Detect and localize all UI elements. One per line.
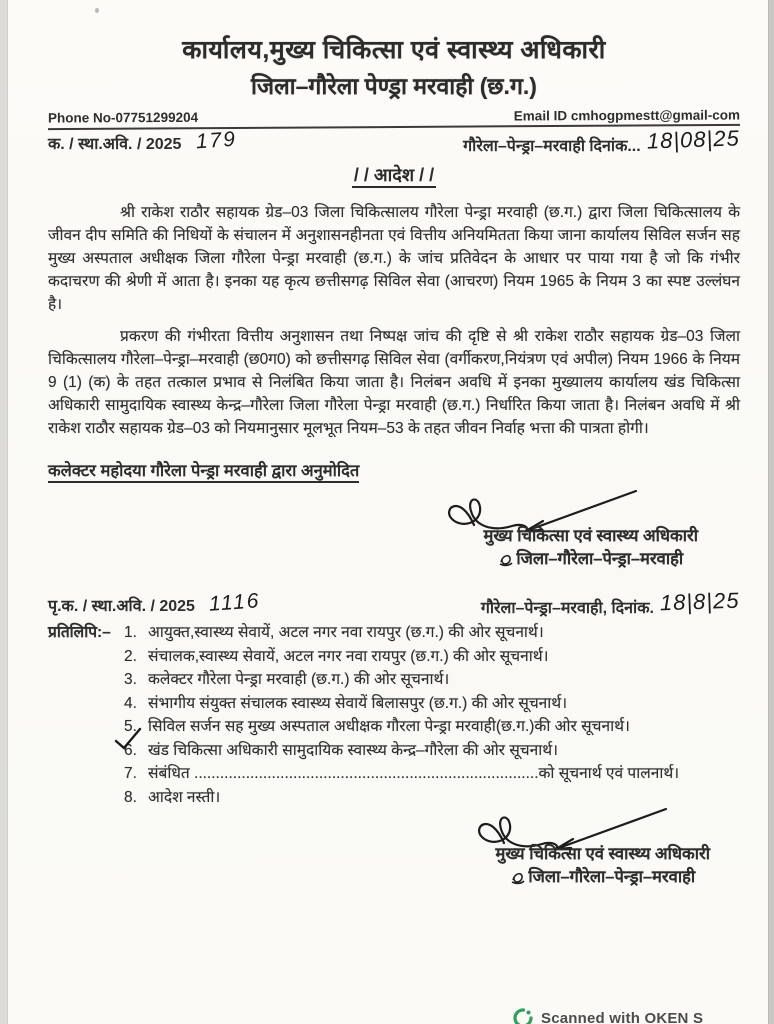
copies-list xyxy=(48,621,740,809)
signatory-block-text xyxy=(484,525,698,571)
approval-note: कलेक्टर महोदया गौरेला पेन्ड्रा मरवाही द्वारा अनुमोदित xyxy=(48,458,740,481)
signatory-title: मुख्य चिकित्सा एवं स्वास्थ्य अधिकारी xyxy=(495,845,710,863)
document-content xyxy=(48,0,740,905)
endorsement-ref-cell xyxy=(48,589,262,617)
item-text: खंड चिकित्सा अधिकारी सामुदायिक स्वास्थ्य केन्द्र–गौरेला की ओर सूचनार्थ। xyxy=(148,741,559,759)
endorsement-ref-label: पृ.क. / स्था.अवि. / 2025 xyxy=(48,598,195,615)
item-text: कलेक्टर गौरेला पेन्ड्रा मरवाही (छ.ग.) की ओर सूचनार्थ। xyxy=(148,671,450,688)
item-number: 6. xyxy=(124,741,137,759)
list-item xyxy=(48,762,740,786)
ref-number-label: क. / स्था.अवि. / 2025 xyxy=(48,136,182,153)
signatory-block-text xyxy=(496,843,710,889)
email-label: Email ID cmhogpmestt@gmail-com xyxy=(513,107,741,124)
body-paragraph-2: प्रकरण की गंभीरता वित्तीय अनुशासन तथा निष्पक्ष जांच की दृष्टि से श्री राकेश राठौर सहायक ग्रेड–03 जिला चिकित्सालय गौरेला–पेन्ड्रा–मरवाही (छ0ग0) को छत्तीसगढ़ सिविल सेवा (वर्गीकरण,नियंत्रण एवं अपील) नियम 1966 के नियम 9 (1) (क) के तहत तत्काल प्रभाव से निलंबित किया जाता है। निलंबन अवधि में इनका मुख्यालय कार्यालय खंड चिकित्सा अधिकारी सामुदायिक स्वास्थ्य केन्द्र–गौरेला जिला गौरेला पेन्ड्रा मरवाही (छ.ग.) निर्धारित किया जाता है। निलंबन अवधि में श्री राकेश राठौर सहायक ग्रेड–03 को नियमानुसार मूलभूत नियम–53 के तहत जीवन निर्वाह भत्ता की पात्रता होगी। xyxy=(48,328,740,437)
ref-number-row xyxy=(48,125,741,157)
signature-block-1 xyxy=(48,481,740,591)
body-paragraph-1: श्री राकेश राठौर सहायक ग्रेड–03 जिला चिकित्सालय गौरेला पेन्ड्रा मरवाही (छ.ग.) द्वारा जिला चिकित्सालय के जीवन दीप समिति की निधियों के संचालन में अनुशासनहीनता एवं वित्तीय अनियमितता किया जाना कार्यालय सिविल सर्जन सह मुख्य अस्पताल अधीक्षक जिला गौरेला पेन्ड्रा मरवाही (छ.ग.) के जांच प्रतिवेदन के आधार पर पाया गया है जो कि गंभीर कदाचरण की श्रेणी में आता है। इनका यह कृत्य छत्तीसगढ़ सिविल सेवा (आचरण) नियम 1965 के नियम 3 का स्पष्ट उल्लंघन है। xyxy=(48,204,740,313)
office-title-line2: जिला–गौरेला पेण्ड्रा मरवाही (छ.ग.) xyxy=(251,73,537,99)
place-date-printed: गौरेला–पेन्ड्रा–मरवाही दिनांक... xyxy=(463,138,641,155)
item-text: संभागीय संयुक्त संचालक स्वास्थ्य सेवायें बिलासपुर (छ.ग.) की ओर सूचनार्थ। xyxy=(148,694,568,712)
office-title-line1: कार्यालय,मुख्य चिकित्सा एवं स्वास्थ्य अधिकारी xyxy=(182,36,606,64)
ref-number-handwritten: 179 xyxy=(194,127,238,154)
endorsement-ref-row xyxy=(48,587,741,619)
oken-watermark xyxy=(512,1007,703,1024)
item-number: 5. xyxy=(124,718,137,735)
initial-scribble xyxy=(498,553,514,567)
order-heading: / / आदेश / / xyxy=(48,163,740,187)
signatory-title: मुख्य चिकित्सा एवं स्वास्थ्य अधिकारी xyxy=(483,527,698,545)
item-text: आदेश नस्ती। xyxy=(148,788,221,806)
date-handwritten: 18|08|25 xyxy=(646,125,741,154)
list-item xyxy=(48,739,740,763)
list-item xyxy=(48,645,740,669)
ref-number-cell xyxy=(48,127,238,155)
place-date-cell xyxy=(463,125,741,157)
signatory-district-line xyxy=(496,866,710,889)
item-number: 1. xyxy=(124,624,137,641)
item-text: संचालक,स्वास्थ्य सेवायें, अटल नगर नवा रायपुर (छ.ग.) की ओर सूचनार्थ। xyxy=(148,647,549,665)
list-item xyxy=(48,668,740,692)
endorsement-place-date-printed: गौरेला–पेन्ड्रा–मरवाही, दिनांक. xyxy=(480,600,654,617)
page-left-edge xyxy=(0,0,8,1024)
item-number: 4. xyxy=(124,694,137,712)
item-number: 3. xyxy=(124,671,137,688)
list-item xyxy=(48,621,740,645)
item-number: 2. xyxy=(124,647,137,665)
phone-label: Phone No-07751299204 xyxy=(47,109,199,126)
oken-scanner-logo-icon xyxy=(512,1007,534,1024)
signatory-district: जिला–गौरेला–पेन्ड्रा–मरवाही xyxy=(528,868,696,886)
list-item xyxy=(48,715,740,739)
initial-scribble xyxy=(510,871,526,885)
endorsement-ref-handwritten: 1116 xyxy=(208,589,262,616)
list-item xyxy=(48,692,740,716)
scanned-with-label: Scanned with OKEN S xyxy=(541,1009,704,1024)
endorsement-place-date-cell xyxy=(480,587,741,619)
page-right-edge xyxy=(768,0,774,1024)
item-text: आयुक्त,स्वास्थ्य सेवायें, अटल नगर नवा रायपुर (छ.ग.) की ओर सूचनार्थ। xyxy=(148,624,544,641)
signatory-district: जिला–गौरेला–पेन्ड्रा–मरवाही xyxy=(516,550,684,568)
contact-row xyxy=(48,107,740,125)
signature-block-2 xyxy=(48,809,740,905)
item-text: सिविल सर्जन सह मुख्य अस्पताल अधीक्षक गौरला पेन्ड्रा मरवाही(छ.ग.)की ओर सूचनार्थ। xyxy=(148,718,630,735)
copy-label: प्रतिलिपि:– xyxy=(48,624,111,641)
item-number: 8. xyxy=(124,788,137,806)
endorsement-date-handwritten: 18|8|25 xyxy=(659,587,741,616)
item-number: 7. xyxy=(124,765,137,782)
item-text: संबंधित ................................................................................को सूचनार्थ एवं पालनार्थ। xyxy=(148,765,680,782)
checkmark-annotation xyxy=(114,727,142,751)
signatory-district-line xyxy=(484,548,698,571)
